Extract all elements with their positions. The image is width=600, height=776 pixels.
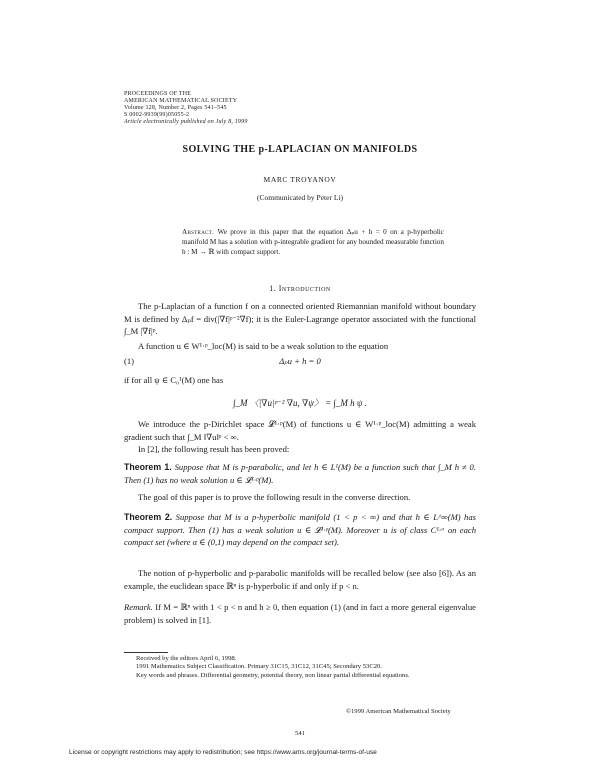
paragraph-goal: The goal of this paper is to prove the following result in the converse direction. (138, 492, 411, 502)
footnotes (124, 655, 476, 680)
paragraph-weak-solution: A function u ∈ W¹·ᵖ_loc(M) is said to be a weak solution to the equation (138, 341, 389, 351)
equation-1: Δₚu + h = 0 (279, 356, 321, 366)
page-number: 541 (295, 730, 305, 737)
remark-label: Remark. (124, 602, 153, 612)
footnote-keywords: Key words and phrases. Differential geometry, potential theory, non linear partial differential equations. (136, 671, 410, 679)
paper-title: SOLVING THE p-LAPLACIAN ON MANIFOLDS (182, 144, 418, 155)
footnote-msc: 1991 Mathematics Subject Classification. Primary 31C15, 31C12, 31C45; Secondary 53C20. (136, 663, 382, 671)
journal-header-line: Volume 128, Number 2, Pages 541–545 (124, 105, 227, 111)
section-title: 1. Introduction (269, 284, 331, 293)
communicated-by: (Communicated by Peter Li) (256, 193, 344, 202)
journal-header-line: S 0002-9939(99)05055-2 (124, 112, 190, 118)
paragraph-hyperbolic-notion: The notion of p-hyperbolic and p-parabolic manifolds will be recalled below (see also [6]). As an example, the euclidean space ℝⁿ is p-hyperbolic if and only if p < n. (124, 568, 476, 591)
copyright: ©1999 American Mathematical Society (346, 708, 451, 715)
theorem-1-label: Theorem 1. (124, 462, 172, 472)
theorem-2-text: Suppose that M is a p-hyperbolic manifold (1 < p < ∞) and that h ∈ L^∞(M) has compact support. Then (1) has a weak solution u ∈ 𝓛¹·ᵖ(M). Moreover u is of class C¹·ᵅ on each compact set (where α ∈ (0,1) may depend on the compact set). (124, 512, 476, 547)
paragraph-dirichlet-space: We introduce the p-Dirichlet space 𝓛¹·ᵖ(M) of functions u ∈ W¹·ᵖ_loc(M) admitting a weak gradient such that ∫_M ‖∇u‖ᵖ < ∞. (124, 419, 476, 442)
footnote-received: Received by the editors April 6, 1998. (136, 655, 237, 662)
license-notice: License or copyright restrictions may apply to redistribution; see https://www.ams.org/journal-terms-of-use (69, 749, 377, 756)
journal-header-line: AMERICAN MATHEMATICAL SOCIETY (124, 98, 238, 104)
equation-number: (1) (124, 356, 135, 366)
abstract-text: We prove in this paper that the equation Δₚu + h = 0 on a p-hyperbolic manifold M has a solution with p-integrable gradient for any bounded measurable function h : M → ℝ with compact support. (182, 228, 444, 256)
author: MARC TROYANOV (263, 175, 337, 184)
theorem-2 (124, 511, 476, 549)
theorem-1 (124, 461, 476, 486)
abstract (182, 227, 444, 257)
footnote-rule (124, 652, 168, 653)
theorem-2-label: Theorem 2. (124, 512, 173, 522)
remark-text: If M = ℝⁿ with 1 < p < n and h ≥ 0, then equation (1) (and in fact a more general eigenvalue problem) is solved in [1]. (124, 602, 476, 625)
abstract-label: Abstract. (182, 228, 215, 236)
remark (124, 601, 476, 626)
journal-header-line: Article electronically published on July 8, 1999 (124, 119, 248, 125)
journal-header-line: PROCEEDINGS OF THE (124, 91, 192, 97)
paragraph-prior-result: In [2], the following result has been proved: (138, 444, 290, 454)
equation-weak-form: ∫_M 〈|∇u|ᵖ⁻² ∇u, ∇ψ〉 = ∫_M h ψ . (233, 398, 367, 408)
theorem-1-text: Suppose that M is p-parabolic, and let h ∈ L¹(M) be a function such that ∫_M h ≠ 0. Then (1) has no weak solution u ∈ 𝓛¹·ᵖ(M). (124, 462, 477, 485)
paragraph-test-functions: if for all ψ ∈ C₀¹(M) one has (124, 375, 224, 385)
paragraph-plaplacian: The p-Laplacian of a function f on a connected oriented Riemannian manifold without boundary M is defined by Δₚf = div(|∇f|ᵖ⁻²∇f); it is the Euler-Lagrange operator associated with the functional ∫_M |∇f|ᵖ. (124, 301, 476, 336)
journal-header (124, 91, 248, 126)
